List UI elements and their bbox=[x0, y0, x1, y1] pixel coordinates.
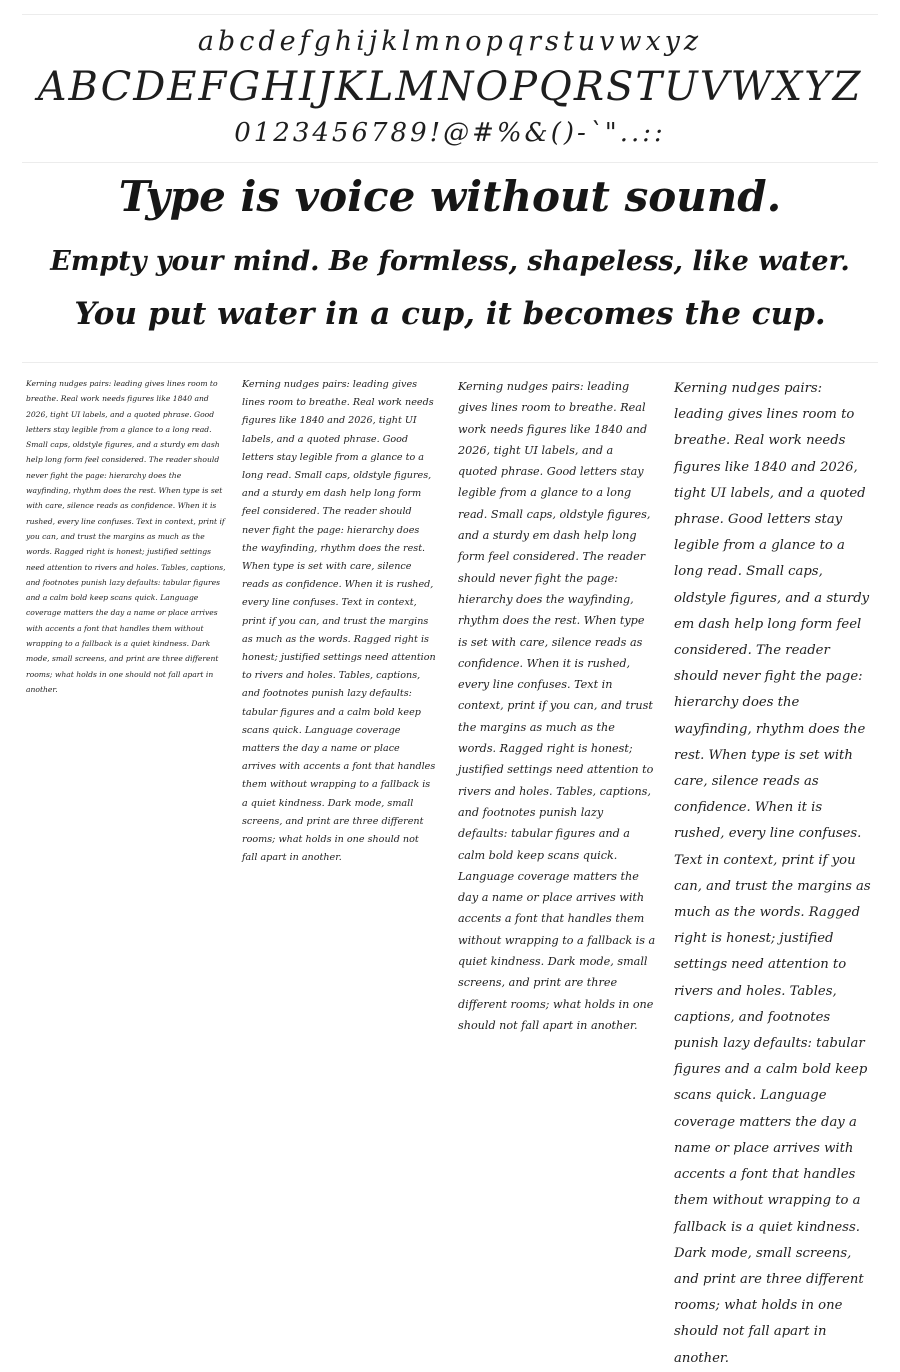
body-text-column-small: Kerning nudges pairs: leading gives lines room to breathe. Real work needs figures like 1840 and 2026, tight UI labels, and a quoted phrase. Good letters stay legible from a glance to a long read. Small caps, oldstyle figures, and a sturdy em dash help long form feel considered. The reader should never fight the page: hierarchy does the wayfinding, rhythm does the rest. When type is set with care, silence reads as confidence. When it is rushed, every line confuses. Text in context, print if you can, and trust the margins as much as the words. Ragged right is honest; justified settings need attention to rivers and holes. Tables, captions, and footnotes punish lazy defaults: tabular figures and a calm bold keep scans quick. Language coverage matters the day a name or place arrives with accents a font that handles them without wrapping to a fallback is a quiet kindness. Dark mode, small screens, and print are three different rooms; what holds in one should not fall apart in another. bbox=[26, 379, 226, 694]
uppercase-glyph-row: ABCDEFGHIJKLMNOPQRSTUVWXYZ bbox=[37, 64, 863, 110]
figures-punctuation-row: 0123456789!@#%&()-`"..:: bbox=[234, 118, 666, 148]
headline-medium: Empty your mind. Be formless, shapeless, like water. bbox=[50, 246, 850, 277]
headline-section-divider bbox=[22, 362, 878, 363]
lowercase-glyph-row: abcdefghijklmnopqrstuvwxyz bbox=[197, 26, 703, 57]
headline-large: Type is voice without sound. bbox=[118, 172, 782, 221]
top-divider bbox=[22, 14, 878, 15]
glyph-section-divider bbox=[22, 162, 878, 163]
body-text-column-medium: Kerning nudges pairs: leading gives lines room to breathe. Real work needs figures like 1840 and 2026, tight UI labels, and a quoted phrase. Good letters stay legible from a glance to a long read. Small caps, oldstyle figures, and a sturdy em dash help long form feel considered. The reader should never fight the page: hierarchy does the wayfinding, rhythm does the rest. When type is set with care, silence reads as confidence. When it is rushed, every line confuses. Text in context, print if you can, and trust the margins as much as the words. Ragged right is honest; justified settings need attention to rivers and holes. Tables, captions, and footnotes punish lazy defaults: tabular figures and a calm bold keep scans quick. Language coverage matters the day a name or place arrives with accents a font that handles them without wrapping to a fallback is a quiet kindness. Dark mode, small screens, and print are three different rooms; what holds in one should not fall apart in another. bbox=[242, 379, 436, 864]
headline-secondary: You put water in a cup, it becomes the cup. bbox=[74, 296, 826, 332]
body-text-column-large: Kerning nudges pairs: leading gives lines room to breathe. Real work needs figures like 1840 and 2026, tight UI labels, and a quoted phrase. Good letters stay legible from a glance to a long read. Small caps, oldstyle figures, and a sturdy em dash help long form feel considered. The reader should never fight the page: hierarchy does the wayfinding, rhythm does the rest. When type is set with care, silence reads as confidence. When it is rushed, every line confuses. Text in context, print if you can, and trust the margins as much as the words. Ragged right is honest; justified settings need attention to rivers and holes. Tables, captions, and footnotes punish lazy defaults: tabular figures and a calm bold keep scans quick. Language coverage matters the day a name or place arrives with accents a font that handles them without wrapping to a fallback is a quiet kindness. Dark mode, small screens, and print are three different rooms; what holds in one should not fall apart in another. bbox=[458, 380, 656, 1032]
body-text-column-xlarge: Kerning nudges pairs: leading gives lines room to breathe. Real work needs figures like 1840 and 2026, tight UI labels, and a quoted phrase. Good letters stay legible from a glance to a long read. Small caps, oldstyle figures, and a sturdy em dash help long form feel considered. The reader should never fight the page: hierarchy does the wayfinding, rhythm does the rest. When type is set with care, silence reads as confidence. When it is rushed, every line confuses. Text in context, print if you can, and trust the margins as much as the words. Ragged right is honest; justified settings need attention to rivers and holes. Tables, captions, and footnotes punish lazy defaults: tabular figures and a calm bold keep scans quick. Language coverage matters the day a name or place arrives with accents a font that handles them without wrapping to a fallback is a quiet kindness. Dark mode, small screens, and print are three different rooms; what holds in one should not fall apart in another. bbox=[674, 381, 871, 1366]
